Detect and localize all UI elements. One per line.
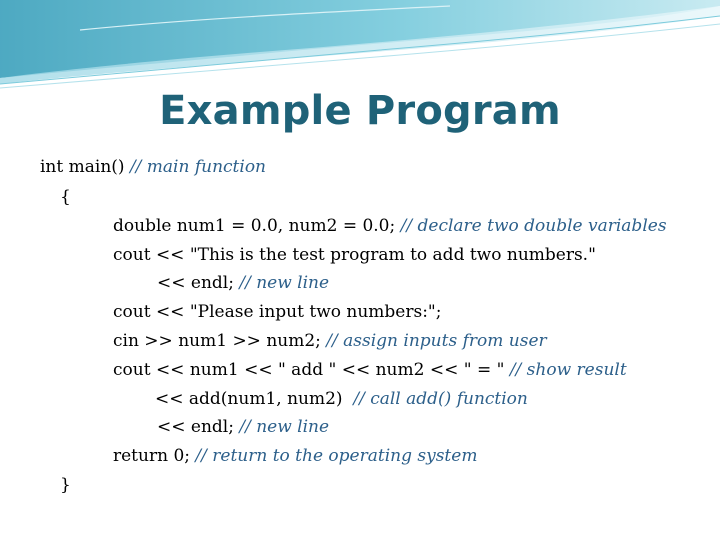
code-comment: // show result — [509, 360, 627, 380]
code-comment: // call add() function — [353, 389, 528, 409]
code-comment: // declare two double variables — [400, 216, 667, 236]
code-line: << add(num1, num2) // call add() function — [155, 389, 528, 409]
code-line: return 0; // return to the operating system — [113, 446, 478, 466]
code-line: int main() // main function — [40, 157, 267, 177]
code-comment: // return to the operating system — [195, 446, 478, 466]
code-comment: // assign inputs from user — [326, 331, 547, 351]
code-line: cout << "This is the test program to add two numbers." — [113, 245, 596, 265]
code-line: cout << "Please input two numbers:"; — [113, 302, 442, 322]
code-line: << endl; // new line — [157, 417, 330, 437]
code-line: << endl; // new line — [157, 273, 330, 293]
code-comment: // main function — [129, 157, 267, 177]
code-comment: // new line — [239, 417, 330, 437]
code-line: { — [60, 187, 71, 207]
code-line: double num1 = 0.0, num2 = 0.0; // declare two double variables — [113, 216, 667, 236]
code-line: cin >> num1 >> num2; // assign inputs from user — [113, 331, 547, 351]
code-line: } — [60, 475, 71, 495]
code-line: cout << num1 << " add " << num2 << " = " // show result — [113, 360, 627, 380]
slide-title: Example Program — [159, 88, 561, 134]
code-comment: // new line — [239, 273, 330, 293]
